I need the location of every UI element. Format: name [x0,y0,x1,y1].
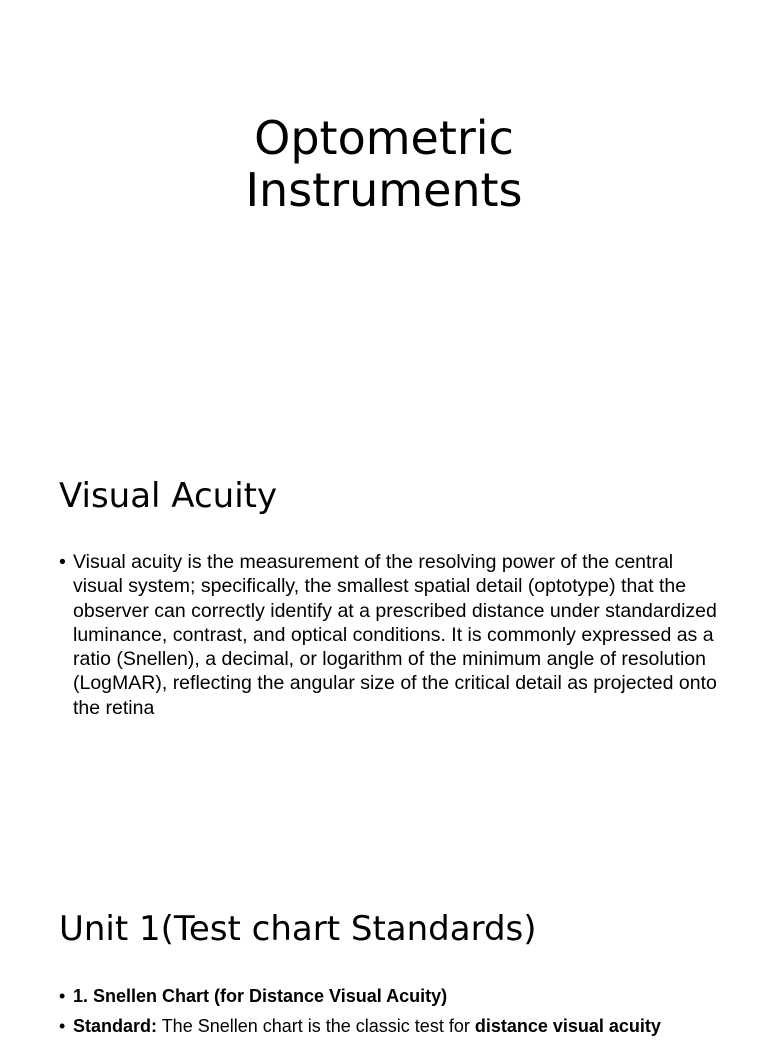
bullet-label: Standard: [73,1016,158,1036]
title-slide [0,0,768,430]
bullet-text: The Snellen chart is the classic test for [157,1016,475,1036]
bullet-text: Visual acuity is the measurement of the resolving power of the central visual system; specifically, the smallest spatial detail (optotype) that the observer can correctly identify at a prescribed distance under standardized luminance, contrast, and optical conditions. It is commonly expressed as a ratio (Snellen), a decimal, or logarithm of the minimum angle of resolution (LogMAR), reflecting the angular size of the critical detail as projected onto the retina [73,551,717,719]
bullet-list [59,550,719,720]
slide-heading: Visual Acuity [59,476,278,516]
bullet-icon: • [59,986,66,1006]
presentation-title [0,112,768,216]
unit-1-slide [0,862,768,1062]
bullet-list [59,983,719,1043]
bullet-emphasis: distance visual acuity [474,1016,661,1036]
bullet-icon: • [59,551,66,573]
bullet-text: 1. Snellen Chart (for Distance Visual Acuity) [73,986,448,1006]
title-line-2: Instruments [245,163,523,217]
visual-acuity-slide [0,430,768,860]
list-item [59,550,719,720]
slide-heading: Unit 1(Test chart Standards) [59,909,537,949]
list-item [59,983,719,1009]
bullet-icon: • [59,1016,66,1036]
list-item [59,1013,719,1039]
title-line-1: Optometric [254,111,514,165]
